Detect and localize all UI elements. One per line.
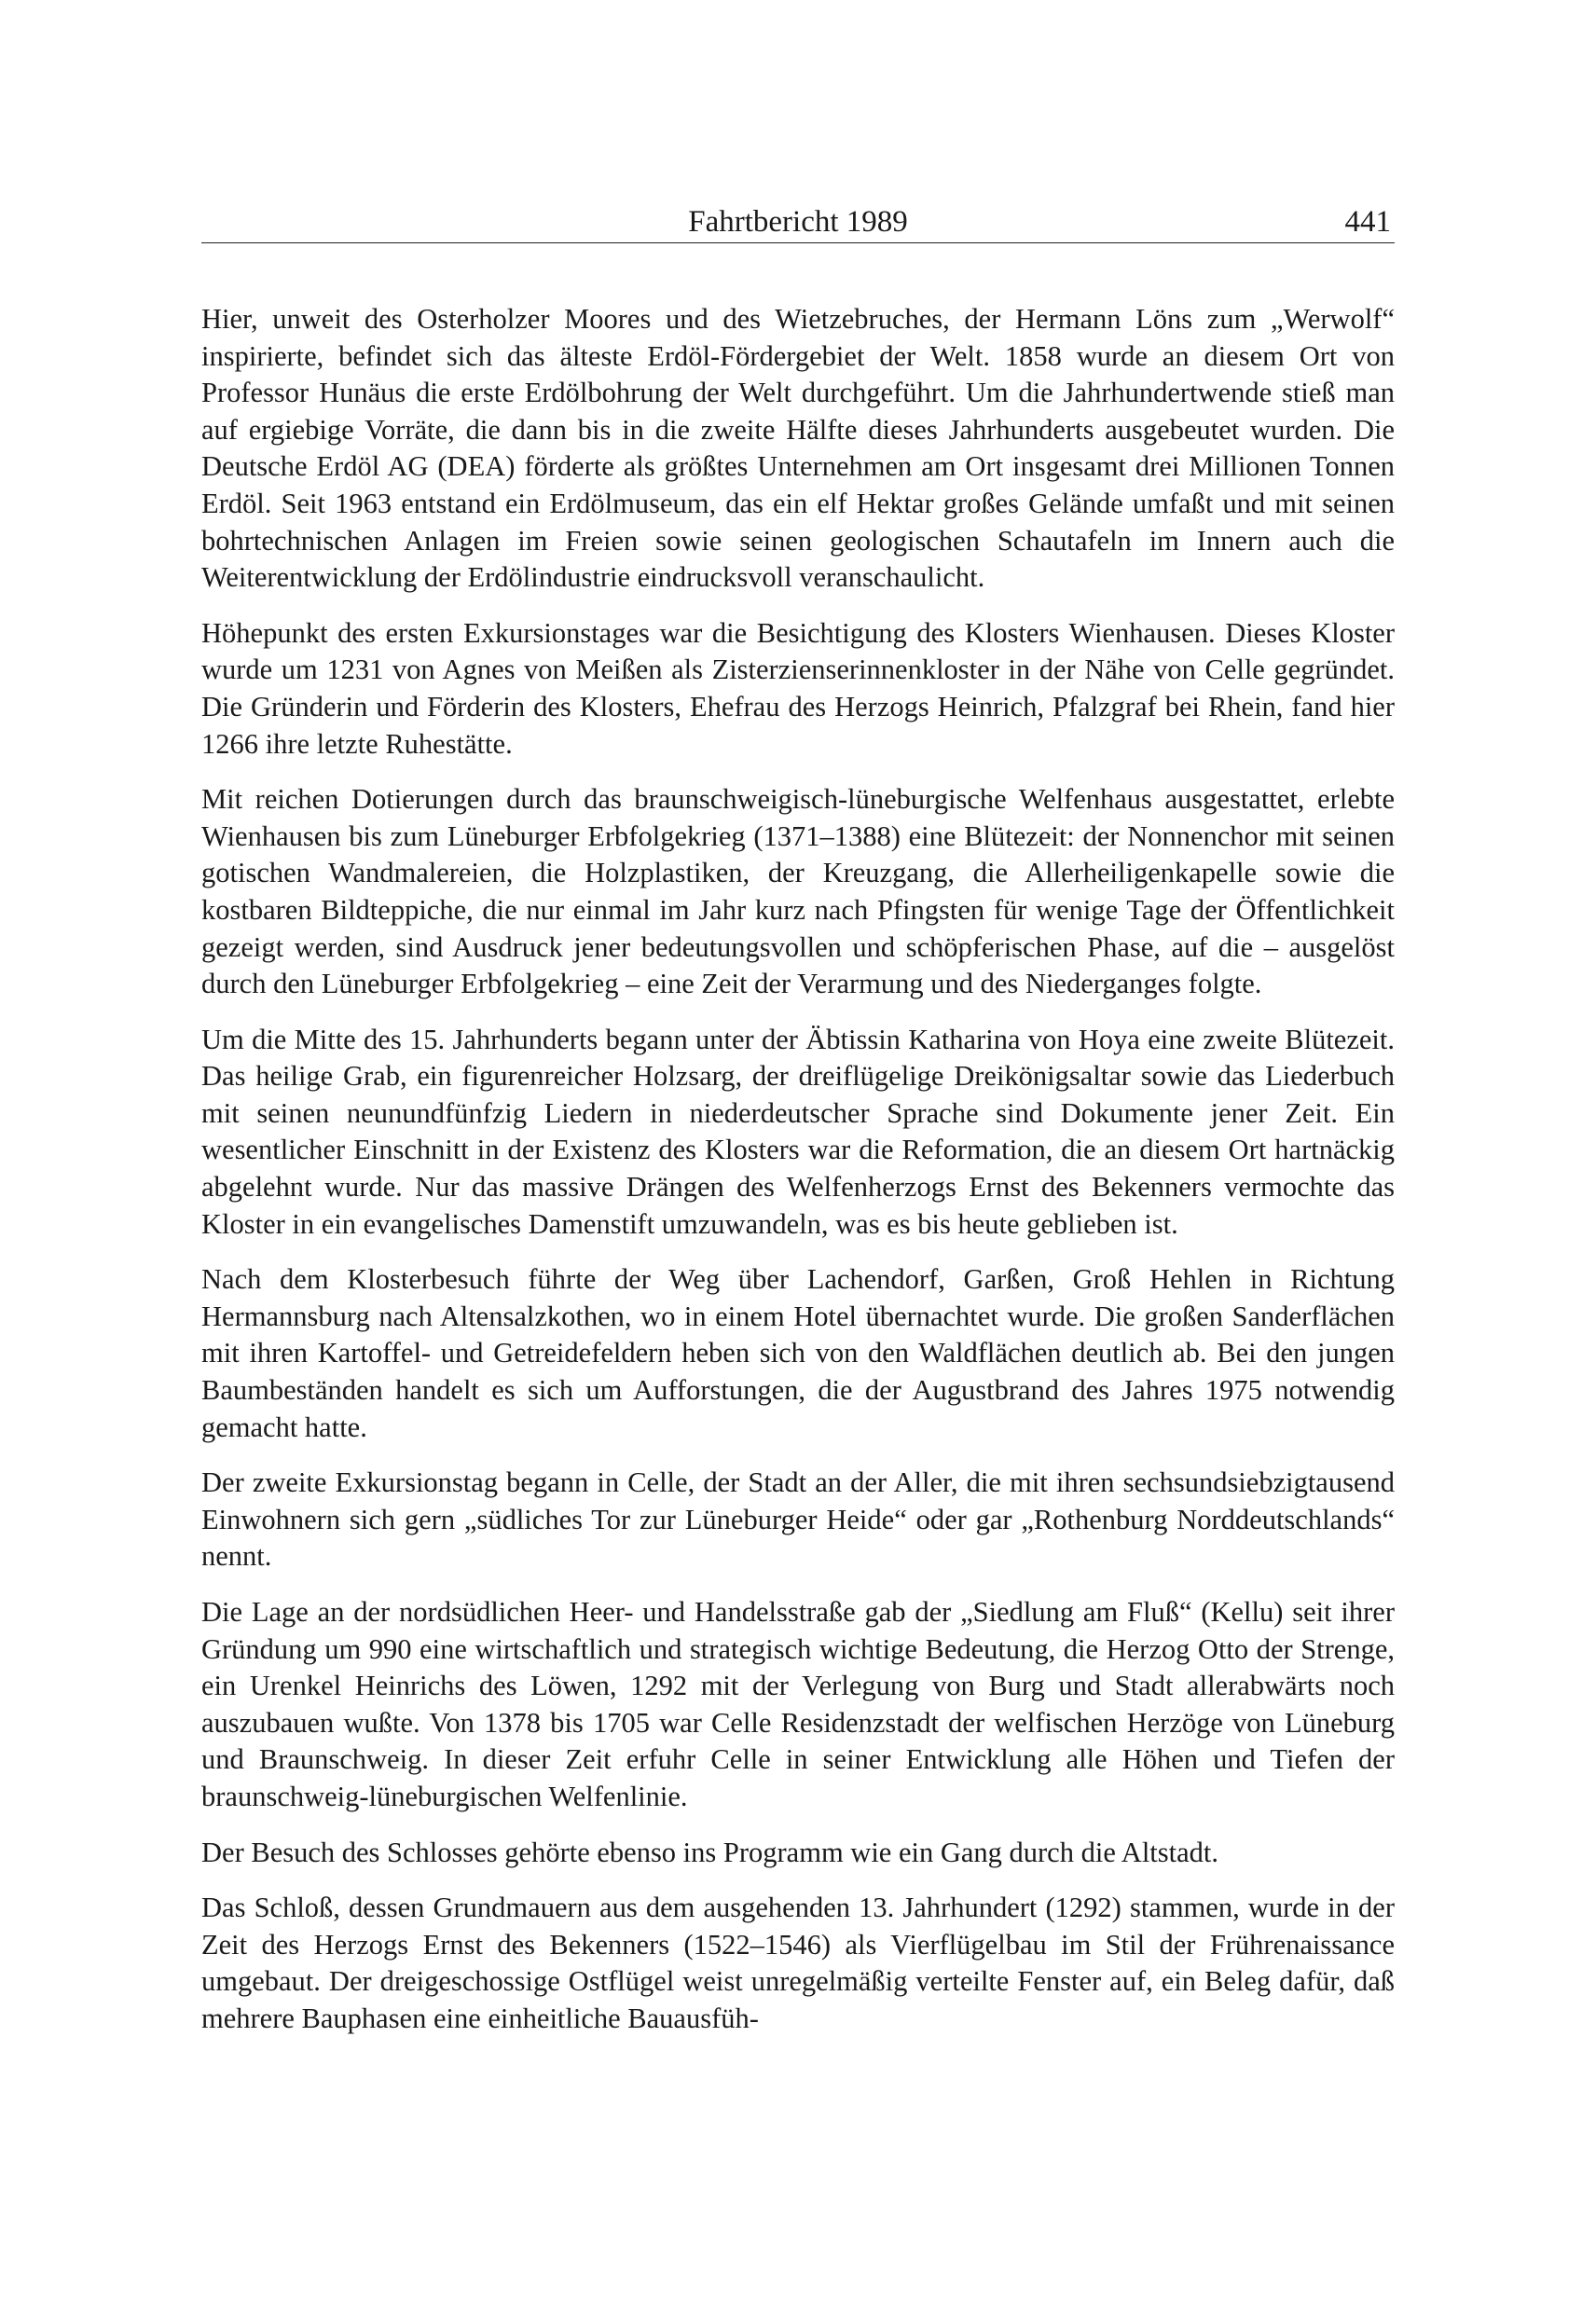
document-page (201, 196, 1395, 2057)
paragraph: Der zweite Exkursionstag begann in Celle, der Stadt an der Aller, die mit ihren sechsundsiebzigtausend Einwohnern sich gern „südliches Tor zur Lüneburger Heide“ oder gar „Rothenburg Norddeutschlands“ nennt. (201, 1466, 1395, 1573)
running-title: Fahrtbericht 1989 (688, 205, 908, 239)
page-number: 441 (1344, 205, 1391, 239)
paragraph: Der Besuch des Schlosses gehörte ebenso ins Programm wie ein Gang durch die Altstadt. (201, 1836, 1219, 1868)
body-text (201, 301, 1395, 2038)
paragraph: Mit reichen Dotierungen durch das braunschweigisch-lüneburgische Welfenhaus ausgestattet, erlebte Wienhausen bis zum Lüneburger Erbfolgekrieg (1371–1388) eine Blütezeit: der Nonnenchor mit seinen gotischen Wandmalereien, die Holzplastiken, der Kreuzgang, die Allerheiligenkapelle sowie die kostbaren Bildteppiche, die nur einmal im Jahr kurz nach Pfingsten für wenige Tage der Öffentlichkeit gezeigt werden, sind Ausdruck jener bedeutungsvollen und schöpferischen Phase, auf die – ausgelöst durch den Lüneburger Erbfolgekrieg – eine Zeit der Verarmung und des Niederganges folgte. (201, 783, 1395, 1000)
running-header (201, 196, 1395, 243)
paragraph: Höhepunkt des ersten Exkursionstages war die Besichtigung des Klosters Wienhausen. Dieses Kloster wurde um 1231 von Agnes von Meißen als Zisterzienserinnenkloster in der Nähe von Celle gegründet. Die Gründerin und Förderin des Klosters, Ehefrau des Herzogs Heinrich, Pfalzgraf bei Rhein, fand hier 1266 ihre letzte Ruhestätte. (201, 616, 1395, 760)
paragraph: Die Lage an der nordsüdlichen Heer- und Handelsstraße gab der „Siedlung am Fluß“ (Kellu) seit ihrer Gründung um 990 eine wirtschaftlich und strategisch wichtige Bedeutung, die Herzog Otto der Strenge, ein Urenkel Heinrichs des Löwen, 1292 mit der Verlegung von Burg und Stadt allerabwärts noch auszubauen wußte. Von 1378 bis 1705 war Celle Residenzstadt der welfischen Herzöge von Lüneburg und Braunschweig. In dieser Zeit erfuhr Celle in seiner Entwicklung alle Höhen und Tiefen der braunschweig-lüneburgischen Welfenlinie. (201, 1596, 1395, 1812)
paragraph: Um die Mitte des 15. Jahrhunderts begann unter der Äbtissin Katharina von Hoya eine zweite Blütezeit. Das heilige Grab, ein figurenreicher Holzsarg, der dreiflügelige Dreikönigsaltar sowie das Liederbuch mit seinen neunundfünfzig Liedern in niederdeutscher Sprache sind Dokumente jener Zeit. Ein wesentlicher Einschnitt in der Existenz des Klosters war die Reformation, die an diesem Ort hartnäckig abgelehnt wurde. Nur das massive Drängen des Welfenherzogs Ernst des Bekenners vermochte das Kloster in ein evangelisches Damenstift umzuwandeln, was es bis heute geblieben ist. (201, 1023, 1395, 1240)
paragraph: Nach dem Klosterbesuch führte der Weg über Lachendorf, Garßen, Groß Hehlen in Richtung Hermannsburg nach Altensalzkothen, wo in einem Hotel übernachtet wurde. Die großen Sanderflächen mit ihren Kartoffel- und Getreidefeldern heben sich von den Waldflächen deutlich ab. Bei den jungen Baumbeständen handelt es sich um Aufforstungen, die der Augustbrand des Jahres 1975 notwendig gemacht hatte. (201, 1263, 1395, 1443)
paragraph: Hier, unweit des Osterholzer Moores und des Wietzebruches, der Hermann Löns zum „Werwolf“ inspirierte, befindet sich das älteste Erdöl-Fördergebiet der Welt. 1858 wurde an diesem Ort von Professor Hunäus die erste Erdölbohrung der Welt durchgeführt. Um die Jahrhundertwende stieß man auf ergiebige Vorräte, die dann bis in die zweite Hälfte dieses Jahrhunderts ausgebeutet wurden. Die Deutsche Erdöl AG (DEA) förderte als größtes Unternehmen am Ort insgesamt drei Millionen Tonnen Erdöl. Seit 1963 entstand ein Erdölmuseum, das ein elf Hektar großes Gelände umfaßt und mit seinen bohrtechnischen Anlagen im Freien sowie seinen geologischen Schautafeln im Innern auch die Weiterentwicklung der Erdölindustrie eindrucksvoll veranschaulicht. (201, 303, 1395, 594)
paragraph: Das Schloß, dessen Grundmauern aus dem ausgehenden 13. Jahrhundert (1292) stammen, wurde in der Zeit des Herzogs Ernst des Bekenners (1522–1546) als Vierflügelbau im Stil der Frührenaissance umgebaut. Der dreigeschossige Ostflügel weist unregelmäßig verteilte Fenster auf, ein Beleg dafür, daß mehrere Bauphasen eine einheitliche Bauausfüh- (201, 1892, 1395, 2034)
